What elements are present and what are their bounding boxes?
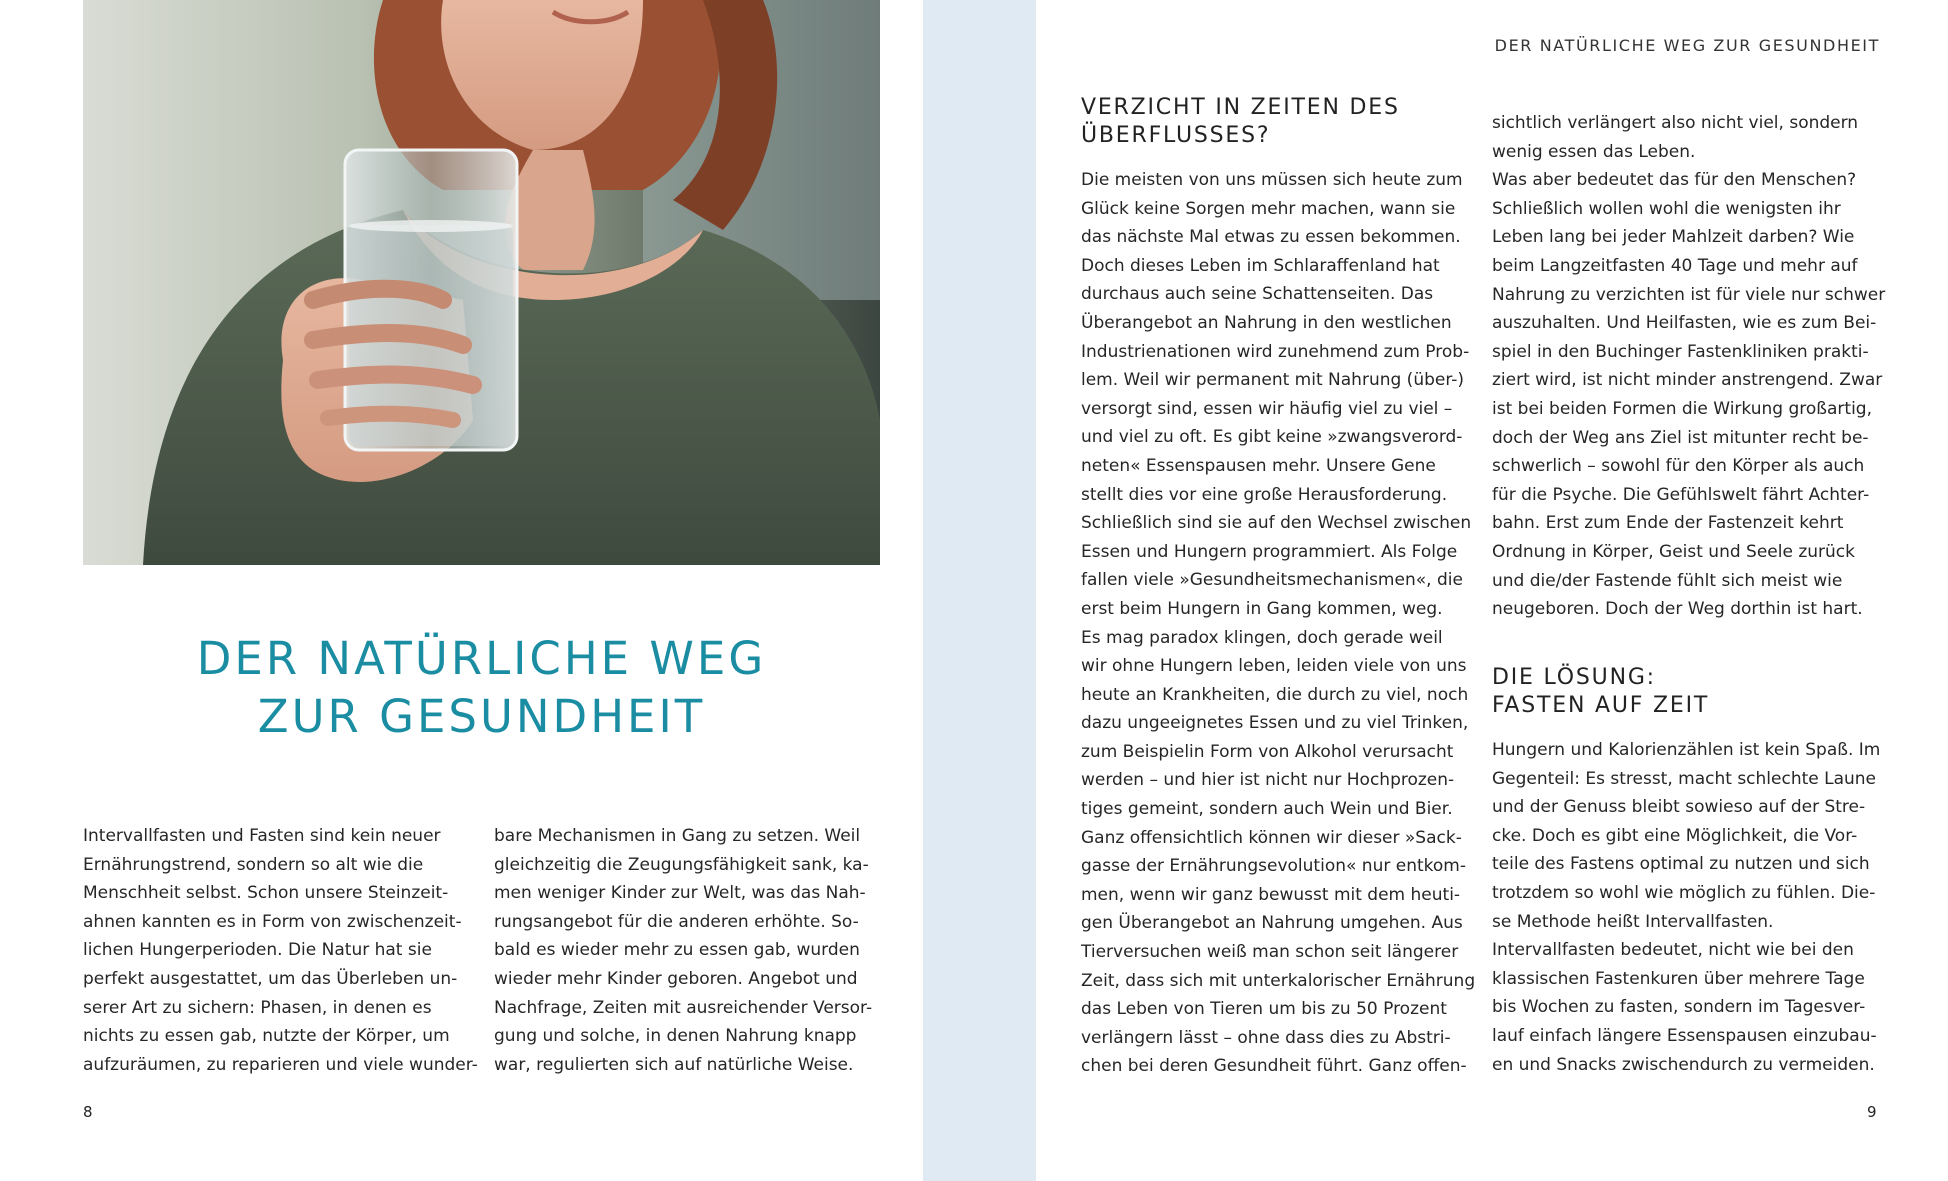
text-line: bald es wieder mehr zu essen gab, wurden xyxy=(494,940,860,961)
text-line: zum Beispielin Form von Alkohol verursacht xyxy=(1081,741,1454,762)
text-line: Schließlich wollen wohl die wenigsten ihr xyxy=(1492,198,1841,219)
text-line: Die meisten von uns müssen sich heute zum xyxy=(1081,170,1463,190)
text-line: war, regulierten sich auf natürliche Weise. xyxy=(494,1054,854,1075)
right-page-column-1 xyxy=(1081,166,1475,1081)
text-line: Industrienationen wird zunehmend zum Prob- xyxy=(1081,341,1470,362)
right-page-column-2-bottom xyxy=(1492,736,1880,1079)
section-heading-loesung xyxy=(1492,664,1709,720)
text-line: versorgt sind, essen wir häufig viel zu viel – xyxy=(1081,398,1453,419)
book-gutter xyxy=(923,0,1036,1181)
text-line: cke. Doch es gibt eine Möglichkeit, die Vor- xyxy=(1492,825,1858,846)
text-line: das Leben von Tieren um bis zu 50 Prozent xyxy=(1081,999,1447,1020)
text-line: perfekt ausgestattet, um das Überleben un- xyxy=(83,968,458,989)
text-line: spiel in den Buchinger Fastenkliniken prakti- xyxy=(1492,341,1869,362)
section-heading-verzicht xyxy=(1081,94,1400,150)
text-line: das nächste Mal etwas zu essen bekommen. xyxy=(1081,227,1461,248)
text-line: doch der Weg ans Ziel ist mitunter recht be- xyxy=(1492,427,1869,448)
text-line: trotzdem so wohl wie möglich zu fühlen. Die- xyxy=(1492,882,1876,903)
text-line: men, wenn wir ganz bewusst mit dem heuti- xyxy=(1081,884,1461,905)
text-line: Hungern und Kalorienzählen ist kein Spaß. Im xyxy=(1492,740,1881,760)
text-line: klassischen Fastenkuren über mehrere Tage xyxy=(1492,968,1865,989)
left-page-column-2 xyxy=(494,822,872,1079)
text-line: schwerlich – sowohl für den Körper als auch xyxy=(1492,456,1865,477)
text-line: Nahrung zu verzichten ist für viele nur schwer xyxy=(1492,284,1886,305)
text-line: gleichzeitig die Zeugungsfähigkeit sank, ka- xyxy=(494,854,869,875)
text-line: men weniger Kinder zur Welt, was das Nah- xyxy=(494,883,866,904)
text-line: bis Wochen zu fasten, sondern im Tagesver- xyxy=(1492,997,1866,1018)
chapter-title-line-1: DER NATÜRLICHE WEG xyxy=(196,632,767,685)
text-line: rungsangebot für die anderen erhöhte. So- xyxy=(494,911,859,932)
chapter-title-line-2: ZUR GESUNDHEIT xyxy=(257,690,706,743)
text-line: stellt dies vor eine große Herausforderung. xyxy=(1081,484,1448,505)
text-line: Ernährungstrend, sondern so alt wie die xyxy=(83,854,424,875)
text-line: werden – und hier ist nicht nur Hochprozen- xyxy=(1081,770,1455,791)
right-page-column-2-top xyxy=(1492,109,1885,624)
text-line: aufzuräumen, zu reparieren und viele wunder- xyxy=(83,1054,478,1075)
text-line: ahnen kannten es in Form von zwischenzeit- xyxy=(83,911,462,932)
text-line: Ganz offensichtlich können wir dieser »Sack- xyxy=(1081,827,1462,848)
text-line: neugeboren. Doch der Weg dorthin ist hart. xyxy=(1492,599,1863,620)
text-line: erst beim Hungern in Gang kommen, weg. xyxy=(1081,598,1443,619)
text-line: Nachfrage, Zeiten mit ausreichender Versor- xyxy=(494,997,873,1018)
heading-line: FASTEN AUF ZEIT xyxy=(1492,693,1710,718)
text-line: bahn. Erst zum Ende der Fastenzeit kehrt xyxy=(1492,513,1844,534)
text-line: dazu ungeeignetes Essen und zu viel Trinken, xyxy=(1081,713,1469,734)
text-line: auszuhalten. Und Heilfasten, wie es zum Bei- xyxy=(1492,313,1877,334)
heading-line: DIE LÖSUNG: xyxy=(1492,665,1656,690)
text-line: ist bei beiden Formen die Wirkung großartig, xyxy=(1492,398,1872,419)
text-line: und viel zu oft. Es gibt keine »zwangsverord- xyxy=(1081,427,1463,448)
photo-woman-with-water-glass xyxy=(83,0,880,565)
text-line: teile des Fastens optimal zu nutzen und sich xyxy=(1492,854,1870,875)
text-line: nichts zu essen gab, nutzte der Körper, um xyxy=(83,1026,450,1047)
running-head: DER NATÜRLICHE WEG ZUR GESUNDHEIT xyxy=(1494,36,1880,55)
text-line: chen bei deren Gesundheit führt. Ganz offen- xyxy=(1081,1056,1467,1077)
text-line: und der Genuss bleibt sowieso auf der Stre- xyxy=(1492,797,1866,818)
text-line: lichen Hungerperioden. Die Natur hat sie xyxy=(83,940,432,961)
heading-line: VERZICHT IN ZEITEN DES xyxy=(1081,95,1400,120)
text-line: Ordnung in Körper, Geist und Seele zurück xyxy=(1492,541,1855,562)
page-number-right: 9 xyxy=(1867,1103,1877,1121)
text-line: Zeit, dass sich mit unterkalorischer Ernährung xyxy=(1081,970,1476,991)
text-line: Es mag paradox klingen, doch gerade weil xyxy=(1081,627,1443,648)
text-line: Menschheit selbst. Schon unsere Steinzeit- xyxy=(83,883,449,904)
text-line: Intervallfasten bedeutet, nicht wie bei den xyxy=(1492,940,1854,961)
text-line: Überangebot an Nahrung in den westlichen xyxy=(1081,312,1452,333)
text-line: sichtlich verlängert also nicht viel, sondern xyxy=(1492,113,1859,133)
text-line: en und Snacks zwischendurch zu vermeiden. xyxy=(1492,1054,1875,1075)
heading-line: ÜBERFLUSSES? xyxy=(1081,123,1271,148)
text-line: heute an Krankheiten, die durch zu viel, noch xyxy=(1081,684,1469,705)
text-line: Essen und Hungern programmiert. Als Folge xyxy=(1081,541,1458,562)
text-line: Was aber bedeutet das für den Menschen? xyxy=(1492,170,1857,191)
text-line: gung und solche, in denen Nahrung knapp xyxy=(494,1026,857,1047)
text-line: Glück keine Sorgen mehr machen, wann sie xyxy=(1081,198,1456,219)
page-number-left: 8 xyxy=(83,1103,93,1121)
text-line: neten« Essenspausen mehr. Unsere Gene xyxy=(1081,455,1436,476)
text-line: Schließlich sind sie auf den Wechsel zwischen xyxy=(1081,513,1472,534)
text-line: fallen viele »Gesundheitsmechanismen«, die xyxy=(1081,570,1463,591)
text-line: beim Langzeitfasten 40 Tage und mehr auf xyxy=(1492,255,1858,276)
text-line: se Methode heißt Intervallfasten. xyxy=(1492,911,1774,932)
text-line: lauf einfach längere Essenspausen einzubau- xyxy=(1492,1025,1877,1046)
text-line: wir ohne Hungern leben, leiden viele von uns xyxy=(1081,656,1467,677)
text-line: serer Art zu sichern: Phasen, in denen es xyxy=(83,997,432,1018)
text-line: Tierversuchen weiß man schon seit längerer xyxy=(1081,942,1459,963)
text-line: ziert wird, ist nicht minder anstrengend. Zwar xyxy=(1492,370,1883,391)
text-line: gasse der Ernährungsevolution« nur entkom- xyxy=(1081,856,1466,877)
text-line: verlängern lässt – ohne dass dies zu Abstri- xyxy=(1081,1027,1451,1048)
text-line: und die/der Fastende fühlt sich meist wie xyxy=(1492,570,1843,591)
text-line: wenig essen das Leben. xyxy=(1492,141,1696,162)
text-line: durchaus auch seine Schattenseiten. Das xyxy=(1081,284,1434,305)
text-line: für die Psyche. Die Gefühlswelt fährt Achter- xyxy=(1492,484,1870,505)
text-line: Gegenteil: Es stresst, macht schlechte Laune xyxy=(1492,768,1877,789)
text-line: Doch dieses Leben im Schlaraffenland hat xyxy=(1081,255,1440,276)
text-line: lem. Weil wir permanent mit Nahrung (über-) xyxy=(1081,370,1465,391)
text-line: bare Mechanismen in Gang zu setzen. Weil xyxy=(494,826,861,846)
left-page-column-1 xyxy=(83,822,478,1079)
text-line: gen Überangebot an Nahrung umgehen. Aus xyxy=(1081,913,1463,934)
text-line: tiges gemeint, sondern auch Wein und Bier. xyxy=(1081,799,1453,820)
photo-illustration xyxy=(83,0,880,565)
chapter-title xyxy=(83,630,880,746)
text-line: Intervallfasten und Fasten sind kein neuer xyxy=(83,826,441,846)
text-line: wieder mehr Kinder geboren. Angebot und xyxy=(494,968,858,989)
text-line: Leben lang bei jeder Mahlzeit darben? Wie xyxy=(1492,227,1855,248)
